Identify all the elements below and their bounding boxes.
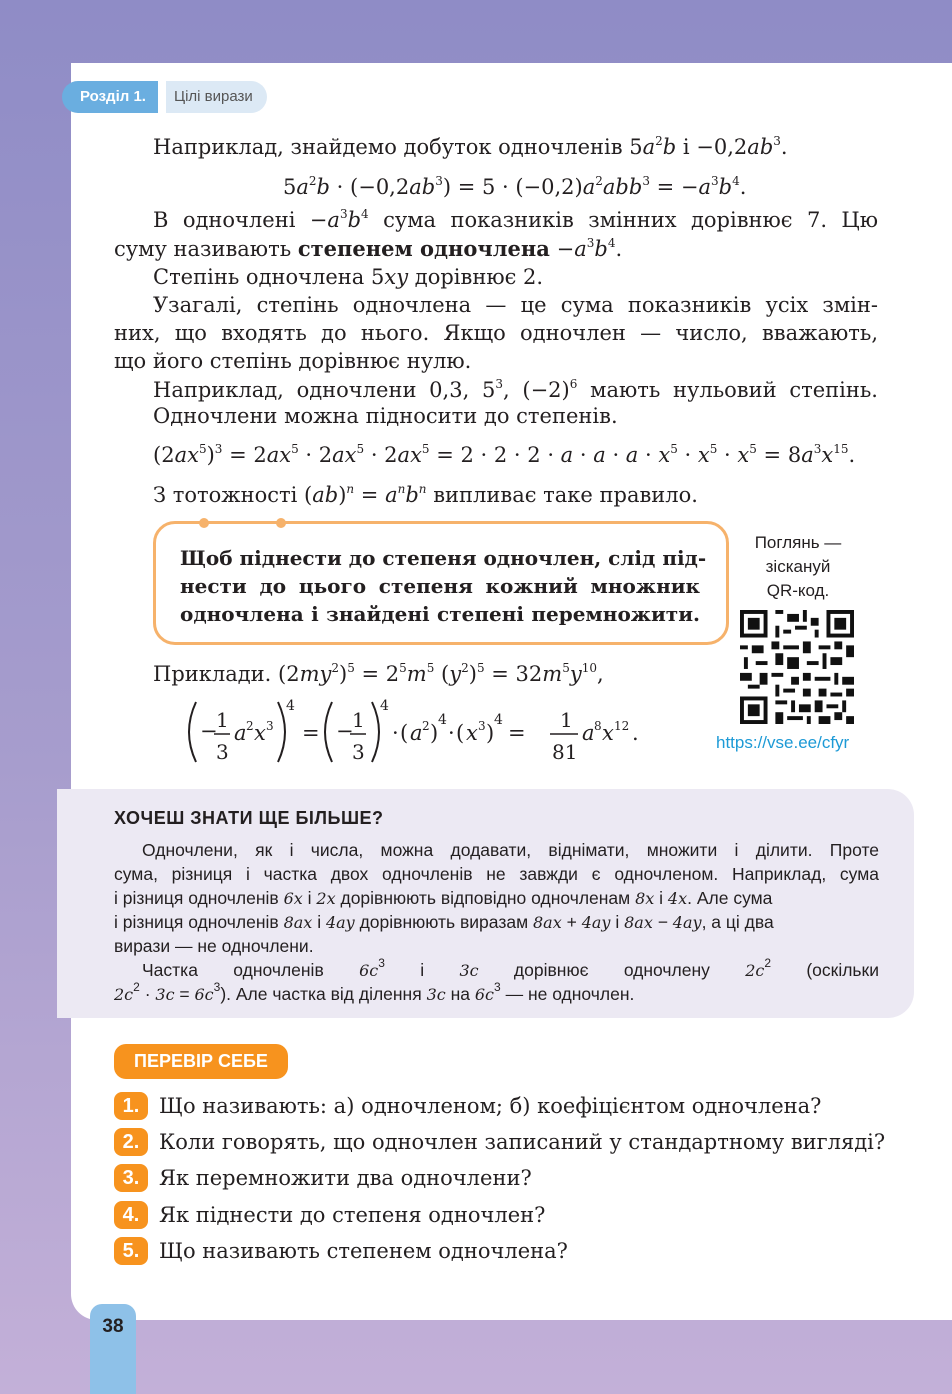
svg-text:2: 2 [422,719,430,733]
svg-text:x: x [602,721,614,745]
sum-line: В одночлені $-a^3b^4$ сума показників змінних дорівнює 7. Цю [153,207,878,232]
general-line-2: них, що входять до нього. Якщо одночлен — число, вважають, [114,321,878,345]
svg-text:3: 3 [478,719,486,733]
svg-text:a: a [234,721,247,745]
know-more-line-1: Одночлени, як і числа, можна додавати, віднімати, множити і ділити. Проте [142,840,879,860]
svg-text:=: = [302,721,320,745]
svg-text:(: ( [400,721,409,745]
svg-text:2: 2 [246,719,254,733]
know-more-line-3: і різниця одночленів 6x і 2x дорівнюють відповідно одночленам 8x і 4x. Але сума [114,888,773,908]
question-text: Як перемножити два одночлени? [159,1166,532,1190]
identity-line: З тотожності $(ab)^n = a^nb^n$ випливає таке правило. [153,482,698,507]
know-more-line-5: вирази — не одночлени. [114,936,314,956]
qr-link[interactable]: https://vse.ee/cfyr [716,733,850,752]
svg-text:(: ( [456,721,465,745]
know-more-title: ХОЧЕШ ЗНАТИ ЩЕ БІЛЬШЕ? [114,808,384,828]
svg-text:4: 4 [494,712,503,728]
question-text: Що називають степенем одночлена? [159,1239,568,1263]
question-number: 3. [114,1164,148,1192]
degree-term: степенем одночлена [297,236,550,261]
svg-text:4: 4 [438,712,447,728]
example-intro-line: Наприклад, знайдемо добуток одночленів $5a^2b$ $і -0,2ab^3$. [153,134,788,159]
general-line-3: що його степінь дорівнює нулю. [114,349,472,373]
examples-line: Приклади. $(2my^2)^5 = 2^5m^5$ $(y^2)^5 = 32m^5y^{10}$, [153,661,604,686]
page-number: 38 [102,1316,124,1337]
check-yourself-badge: ПЕРЕВІР СЕБЕ [114,1044,288,1079]
zero-degree-line: Наприклад, одночлени 0,3, $5^3$, $(-2)^6$ мають нульовий степінь. [153,377,878,402]
svg-text:3: 3 [266,719,274,733]
svg-text:x: x [466,721,478,745]
svg-text:): ) [430,721,439,745]
svg-text:1: 1 [216,708,229,732]
svg-text:−: − [336,719,354,743]
question-text: Коли говорять, що одночлен записаний у стандартному вигляді? [159,1130,886,1154]
svg-text:a: a [582,721,595,745]
svg-text:1: 1 [560,708,573,732]
svg-text:−: − [200,719,218,743]
qr-code-icon[interactable] [740,610,854,724]
rule-dot-left [199,518,209,528]
svg-text:81: 81 [552,740,578,764]
know-more-line-7: $2c^2 \cdot 3c = 6c^3$). Але частка від ділення 3c на $6c^3$ — не одночлен. [114,980,635,1004]
question-number: 2. [114,1128,148,1156]
question-number: 4. [114,1201,148,1229]
svg-text:.: . [632,721,639,745]
question-text: Що називають: а) одночленом; б) коефіцієнтом одночлена? [159,1094,822,1118]
svg-text:a: a [410,721,423,745]
section-label: Розділ 1. [62,81,158,113]
svg-text:12: 12 [614,719,630,733]
topic-label: Цілі вирази [166,81,267,113]
svg-text:1: 1 [352,708,365,732]
power-formula: $(2ax^5)^3 = 2ax^5 \cdot 2ax^5 \cdot 2ax^5 = 2 \cdot 2 \cdot 2 \cdot a \cdot a \cdot a \cdot x^5 \cdot x^5 \cdot x^5 = 8a^3x^{15}$. [153,442,856,467]
question-text: Як піднести до степеня одночлен? [159,1203,546,1227]
rule-dot-right [276,518,286,528]
rule-line-1: Щоб піднести до степеня одночлен, слід під- [180,546,707,570]
svg-text:8: 8 [594,719,602,733]
svg-text:·: · [448,721,455,745]
know-more-line-6: Частка одночленів $6c^3$ і 3c дорівнює одночлену $2c^2$ (оскільки [142,956,879,980]
svg-text:x: x [254,721,266,745]
general-line-1: Узагалі, степінь одночлена — це сума показників усіх змін- [153,293,878,317]
svg-text:·: · [392,721,399,745]
svg-text:3: 3 [216,740,229,764]
question-number: 5. [114,1237,148,1265]
rule-line-3: одночлена і знайдені степені перемножити. [180,602,700,626]
svg-text:4: 4 [286,698,295,714]
fraction-formula [180,696,660,772]
product-formula: $5a^2b \cdot (-0,2ab^3) = 5 \cdot (-0,2)a^2abb^3 = -a^3b^4$. [283,174,747,199]
know-more-line-4: і різниця одночленів 8ax і 4ay дорівнюють виразам 8ax + 4ay і 8ax − 4ay, а ці два [114,912,774,932]
rule-box [153,521,729,645]
rule-line-2: нести до цього степеня кожний множник [180,574,700,598]
qr-caption: Поглянь — зіскануй QR-код. [754,533,842,600]
svg-text:4: 4 [380,698,389,714]
svg-text:=: = [508,721,526,745]
svg-text:): ) [486,721,495,745]
degree-definition-line: суму називають степенем одночлена $-a^3b^4$. [114,236,623,261]
page-number-tab [90,1304,136,1394]
raise-intro-line: Одночлени можна підносити до степенів. [153,404,618,428]
svg-text:3: 3 [352,740,365,764]
question-number: 1. [114,1092,148,1120]
degree-5xy-line: Степінь одночлена 5xy дорівнює 2. [153,265,544,289]
know-more-line-2: сума, різниця і частка двох одночленів не завжди є одночленом. Наприклад, сума [114,864,879,884]
